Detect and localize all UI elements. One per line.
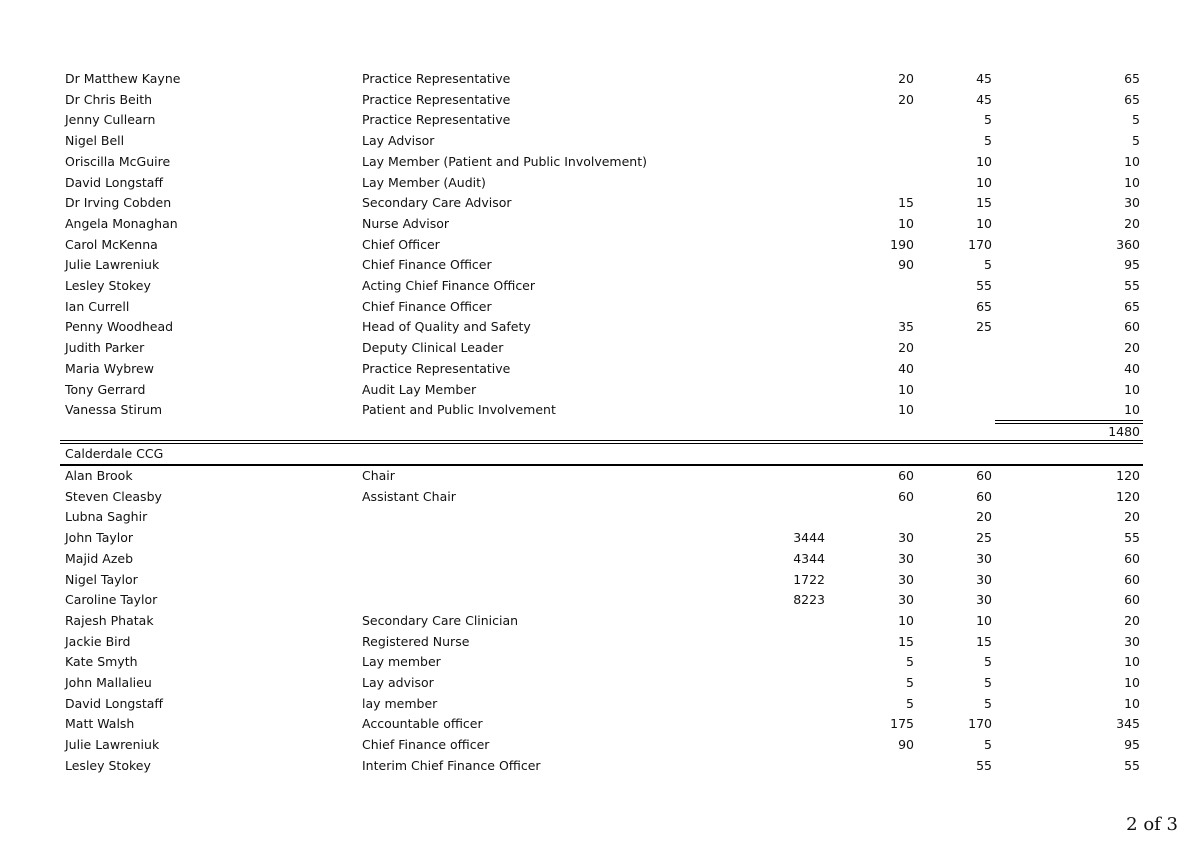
table-row xyxy=(0,528,1200,548)
page-number: 2 of 3 xyxy=(1126,814,1178,835)
table-row xyxy=(0,276,1200,296)
row-value-b: 55 xyxy=(976,757,992,773)
row-value-b: 65 xyxy=(976,298,992,314)
row-value-a: 90 xyxy=(898,737,914,753)
row-role: lay member xyxy=(362,695,438,711)
row-role: Practice Representative xyxy=(362,91,511,107)
table-row xyxy=(0,652,1200,672)
row-value-b: 30 xyxy=(976,571,992,587)
row-value-b: 15 xyxy=(976,195,992,211)
row-role: Lay Member (Patient and Public Involvement) xyxy=(362,153,647,169)
row-value-a: 30 xyxy=(898,592,914,608)
row-role: Lay member xyxy=(362,654,441,670)
row-value-b: 10 xyxy=(976,174,992,190)
row-total: 20 xyxy=(1124,340,1140,356)
row-value-b: 10 xyxy=(976,215,992,231)
table-row xyxy=(0,90,1200,110)
row-total: 55 xyxy=(1124,530,1140,546)
table-row xyxy=(0,317,1200,337)
row-total: 360 xyxy=(1116,236,1140,252)
row-name: Caroline Taylor xyxy=(65,592,158,608)
row-value-a: 190 xyxy=(890,236,914,252)
row-value-a: 10 xyxy=(898,612,914,628)
row-value-a: 5 xyxy=(906,695,914,711)
table-row xyxy=(0,673,1200,693)
row-name: Judith Parker xyxy=(65,340,145,356)
table-row xyxy=(0,549,1200,569)
row-code: 4344 xyxy=(793,550,825,566)
row-role: Lay advisor xyxy=(362,675,434,690)
table-row xyxy=(0,466,1200,486)
row-value-b: 5 xyxy=(984,695,992,711)
row-value-a: 30 xyxy=(898,571,914,587)
row-value-b: 60 xyxy=(976,468,992,483)
row-value-b: 55 xyxy=(976,278,992,293)
table-row xyxy=(0,400,1200,420)
row-value-b: 5 xyxy=(984,737,992,753)
row-total: 95 xyxy=(1124,257,1140,273)
row-name: Steven Cleasby xyxy=(65,488,162,504)
table-row xyxy=(0,214,1200,234)
row-value-b: 5 xyxy=(984,675,992,690)
row-total: 60 xyxy=(1124,319,1140,335)
row-role: Head of Quality and Safety xyxy=(362,319,531,335)
row-value-b: 5 xyxy=(984,257,992,273)
table-row xyxy=(0,193,1200,213)
table-row xyxy=(0,152,1200,172)
row-value-a: 40 xyxy=(898,360,914,376)
row-total: 60 xyxy=(1124,550,1140,566)
row-total: 10 xyxy=(1124,402,1140,418)
table-row xyxy=(0,590,1200,610)
row-total: 10 xyxy=(1124,174,1140,190)
row-value-a: 30 xyxy=(898,550,914,566)
row-name: Julie Lawreniuk xyxy=(65,257,160,273)
row-value-b: 30 xyxy=(976,592,992,608)
row-total: 20 xyxy=(1124,215,1140,231)
row-role: Patient and Public Involvement xyxy=(362,402,556,418)
row-name: Alan Brook xyxy=(65,468,133,483)
table-row xyxy=(0,735,1200,755)
table-row xyxy=(0,756,1200,776)
row-value-a: 10 xyxy=(898,381,914,397)
row-total: 5 xyxy=(1132,133,1140,149)
row-name: Oriscilla McGuire xyxy=(65,153,171,169)
row-value-a: 30 xyxy=(898,530,914,546)
row-total: 30 xyxy=(1124,195,1140,211)
row-total: 5 xyxy=(1132,112,1140,128)
row-value-b: 10 xyxy=(976,153,992,169)
row-role: Acting Chief Finance Officer xyxy=(362,278,536,293)
row-value-a: 10 xyxy=(898,215,914,231)
row-name: Jenny Cullearn xyxy=(65,112,156,128)
row-value-a: 60 xyxy=(898,468,914,483)
row-value-a: 60 xyxy=(898,488,914,504)
row-value-b: 60 xyxy=(976,488,992,504)
table-row xyxy=(0,235,1200,255)
row-value-a: 15 xyxy=(898,633,914,649)
row-total: 120 xyxy=(1116,488,1140,504)
row-code: 1722 xyxy=(793,571,825,587)
row-value-b: 5 xyxy=(984,112,992,128)
table-row xyxy=(0,694,1200,714)
row-name: Dr Chris Beith xyxy=(65,91,153,107)
table-row xyxy=(0,714,1200,734)
row-total: 120 xyxy=(1116,468,1140,483)
row-value-a: 35 xyxy=(898,319,914,335)
row-total: 20 xyxy=(1124,509,1140,525)
table-row xyxy=(0,110,1200,130)
row-role: Secondary Care Advisor xyxy=(362,195,512,211)
section-divider-double-bottom xyxy=(60,443,1143,444)
row-value-b: 30 xyxy=(976,550,992,566)
row-name: Kate Smyth xyxy=(65,654,138,670)
row-name: Maria Wybrew xyxy=(65,360,154,376)
row-name: Lesley Stokey xyxy=(65,757,151,773)
row-name: Julie Lawreniuk xyxy=(65,737,160,753)
row-value-b: 170 xyxy=(968,236,992,252)
row-name: David Longstaff xyxy=(65,174,163,190)
section-title: Calderdale CCG xyxy=(65,446,164,461)
row-value-b: 25 xyxy=(976,530,992,546)
row-value-b: 45 xyxy=(976,71,992,86)
row-role: Nurse Advisor xyxy=(362,215,450,231)
row-total: 30 xyxy=(1124,633,1140,649)
row-total: 10 xyxy=(1124,153,1140,169)
row-total: 65 xyxy=(1124,298,1140,314)
row-total: 20 xyxy=(1124,612,1140,628)
table-row xyxy=(0,255,1200,275)
table-row xyxy=(0,570,1200,590)
row-total: 345 xyxy=(1116,716,1140,732)
row-value-a: 10 xyxy=(898,402,914,418)
row-name: Matt Walsh xyxy=(65,716,135,732)
table-row xyxy=(0,338,1200,358)
row-value-b: 20 xyxy=(976,509,992,525)
row-code: 8223 xyxy=(793,592,825,608)
row-value-b: 15 xyxy=(976,633,992,649)
table-row xyxy=(0,632,1200,652)
row-role: Deputy Clinical Leader xyxy=(362,340,504,356)
row-name: Ian Currell xyxy=(65,298,130,314)
row-role: Chair xyxy=(362,468,395,483)
row-total: 40 xyxy=(1124,360,1140,376)
row-value-b: 10 xyxy=(976,612,992,628)
row-total: 10 xyxy=(1124,695,1140,711)
row-role: Lay Member (Audit) xyxy=(362,174,486,190)
row-name: Carol McKenna xyxy=(65,236,158,252)
row-value-b: 170 xyxy=(968,716,992,732)
row-name: Nigel Bell xyxy=(65,133,125,149)
section-divider-double-top xyxy=(60,440,1143,441)
row-name: David Longstaff xyxy=(65,695,163,711)
table-row xyxy=(0,173,1200,193)
row-role: Lay Advisor xyxy=(362,133,435,149)
row-value-a: 20 xyxy=(898,91,914,107)
row-total: 10 xyxy=(1124,675,1140,690)
total-rule-upper xyxy=(995,420,1143,421)
row-role: Accountable officer xyxy=(362,716,483,732)
row-total: 60 xyxy=(1124,571,1140,587)
row-role: Practice Representative xyxy=(362,360,511,376)
row-value-b: 5 xyxy=(984,133,992,149)
row-value-a: 175 xyxy=(890,716,914,732)
row-name: Lesley Stokey xyxy=(65,278,151,293)
table-row xyxy=(0,359,1200,379)
table-row xyxy=(0,297,1200,317)
row-name: Dr Irving Cobden xyxy=(65,195,172,211)
group1-total: 1480 xyxy=(1108,424,1140,439)
row-code: 3444 xyxy=(793,530,825,546)
row-total: 55 xyxy=(1124,757,1140,773)
row-name: Dr Matthew Kayne xyxy=(65,71,181,86)
row-name: Rajesh Phatak xyxy=(65,612,154,628)
row-name: Jackie Bird xyxy=(65,633,131,649)
table-row xyxy=(0,507,1200,527)
row-name: John Taylor xyxy=(65,530,134,546)
row-total: 65 xyxy=(1124,91,1140,107)
row-value-b: 25 xyxy=(976,319,992,335)
row-role: Chief Officer xyxy=(362,236,440,252)
row-name: Vanessa Stirum xyxy=(65,402,163,418)
row-role: Interim Chief Finance Officer xyxy=(362,757,541,773)
row-total: 10 xyxy=(1124,381,1140,397)
table-row xyxy=(0,131,1200,151)
row-role: Registered Nurse xyxy=(362,633,470,649)
table-row xyxy=(0,380,1200,400)
row-role: Chief Finance officer xyxy=(362,737,490,753)
row-value-a: 20 xyxy=(898,71,914,86)
row-value-a: 20 xyxy=(898,340,914,356)
row-value-a: 90 xyxy=(898,257,914,273)
row-total: 65 xyxy=(1124,71,1140,86)
row-value-a: 5 xyxy=(906,675,914,690)
row-total: 95 xyxy=(1124,737,1140,753)
row-name: Majid Azeb xyxy=(65,550,134,566)
row-value-a: 5 xyxy=(906,654,914,670)
row-role: Assistant Chair xyxy=(362,488,456,504)
table-row xyxy=(0,611,1200,631)
row-name: Tony Gerrard xyxy=(65,381,146,397)
row-value-b: 45 xyxy=(976,91,992,107)
row-name: Nigel Taylor xyxy=(65,571,138,587)
row-role: Chief Finance Officer xyxy=(362,298,492,314)
row-role: Practice Representative xyxy=(362,112,511,128)
row-name: Angela Monaghan xyxy=(65,215,178,231)
row-name: Lubna Saghir xyxy=(65,509,148,525)
table-row xyxy=(0,487,1200,507)
row-total: 55 xyxy=(1124,278,1140,293)
row-name: Penny Woodhead xyxy=(65,319,174,335)
row-value-b: 5 xyxy=(984,654,992,670)
row-role: Secondary Care Clinician xyxy=(362,612,519,628)
row-role: Chief Finance Officer xyxy=(362,257,492,273)
row-role: Audit Lay Member xyxy=(362,381,477,397)
row-total: 10 xyxy=(1124,654,1140,670)
row-total: 60 xyxy=(1124,592,1140,608)
table-row xyxy=(0,69,1200,89)
row-role: Practice Representative xyxy=(362,71,511,86)
row-value-a: 15 xyxy=(898,195,914,211)
row-name: John Mallalieu xyxy=(65,675,152,690)
